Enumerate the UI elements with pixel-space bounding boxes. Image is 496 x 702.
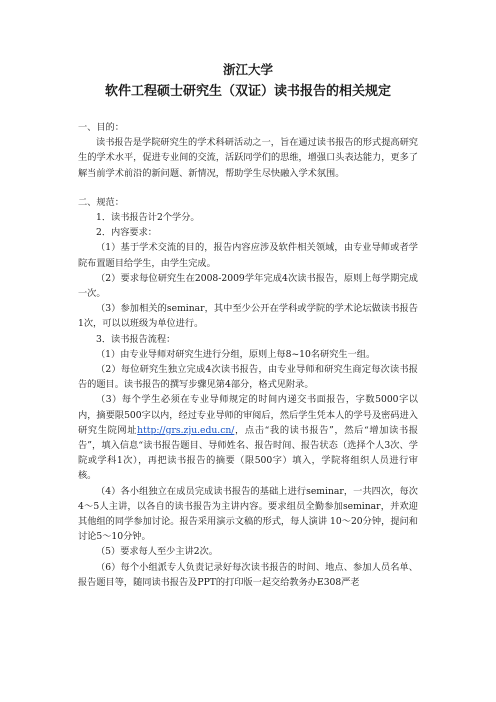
rule-item-3-3 [78,392,418,483]
rule-item-3-4: （4）各小组独立在成员完成读书报告的基础上进行seminar，一共四次，每次4～5人主讲，以各自的读书报告为主讲内容。要求组员全勤参加seminar，并欢迎其他组的同学参加讨论。报告采用演示文稿的形式，每人演讲 10～20分钟，提问和讨论5～10分钟。 [78,485,418,543]
rule-item-3-3-text-b: ，点击“我的读书报告”，然后“增加读书报告”，填入信息“读书报告题目、导师姓名、报告时间、报告状态（选择个人3次、学院或学科1次），再把读书报告的摘要（限500字）填入，学院将组织人员进行审核。 [78,424,419,482]
rule-item-3-1: （1）由专业导师对研究生进行分组，原则上每8~10名研究生一组。 [96,348,376,360]
rule-item-3-2: （2）每位研究生独立完成4次读书报告，由专业导师和研究生商定每次读书报告的题目。读书报告的撰写步骤见第4部分，格式见附录。 [78,364,418,391]
document-title: 软件工程硕士研究生（双证）读书报告的相关规定 [104,84,391,99]
rule-item-1: 1．读书报告计2个学分。 [96,212,200,224]
rule-item-3-6: （6）每个小组派专人负责记录好每次读书报告的时间、地点、参加人员名单、报告题目等，随同读书报告及PPT的打印版一起交给教务办E308严老 [78,561,418,588]
rule-item-3-3-text-a: （3）每个学生必须在专业导师规定的时间内递交书面报告，字数5000字以内，摘要限500字以内，经过专业导师的审阅后，然后学生凭本人的学号及密码进入研究生院网址 [78,394,418,436]
rule-item-2-2: （2）要求每位研究生在2008-2009学年完成4次读书报告，原则上每学期完成一次。 [78,272,418,300]
section-gap [78,181,418,195]
rule-item-3-5: （5）要求每人至少主讲2次。 [96,546,218,558]
section-1-heading: 一、目的： [78,122,124,133]
rule-item-2-1: （1）基于学术交流的目的，报告内容应涉及软件相关领域，由专业导师或者学院布置题目给学生，由学生完成。 [78,242,418,269]
graduate-school-link[interactable]: http://grs.zju.edu.cn/ [137,424,235,436]
university-name: 浙江大学 [222,62,273,77]
section-1-body: 读书报告是学院研究生的学术科研活动之一，旨在通过读书报告的形式提高研究生的学术水平，促进专业间的交流，活跃同学们的思维，增强口头表达能力，更多了解当前学术前沿的新问题、新情况，帮助学生尽快融入学术氛围。 [78,137,418,179]
section-2-heading: 二、规范： [78,196,124,208]
rule-item-2: 2．内容要求： [96,227,157,239]
rule-item-2-3: （3）参加相关的seminar，其中至少公开在学科或学院的学术论坛做读书报告1次，可以以班级为单位进行。 [78,303,418,330]
rule-item-3: 3．读书报告流程： [96,333,176,345]
